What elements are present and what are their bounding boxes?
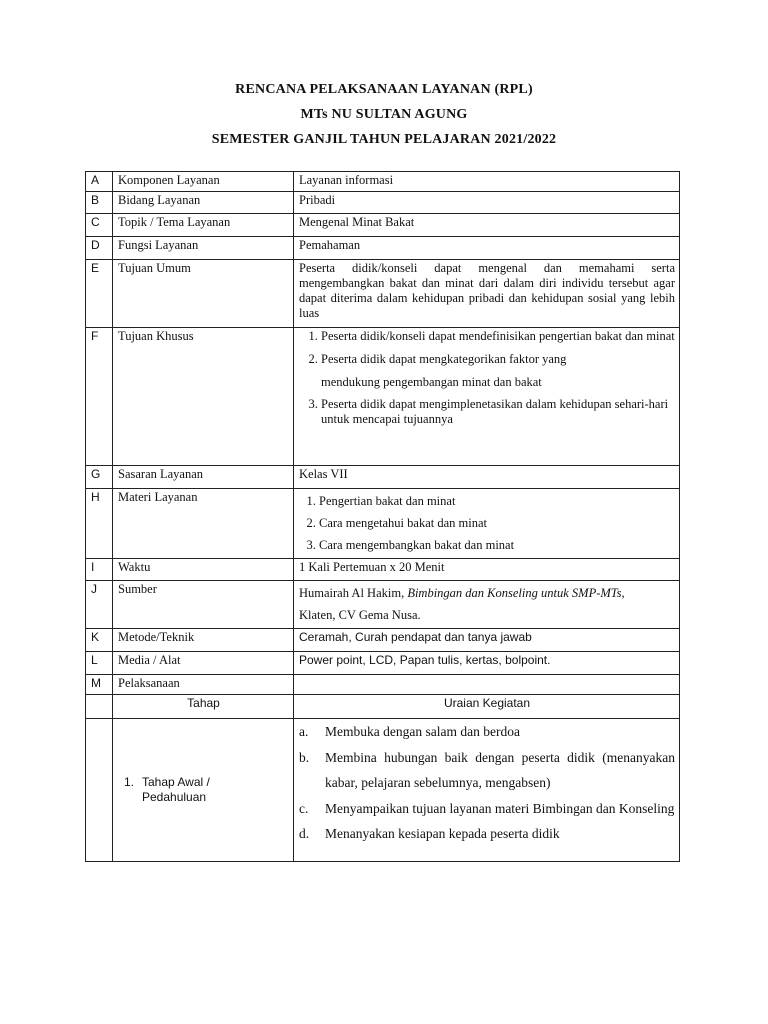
table-row (86, 559, 680, 581)
activity-mark: a. (299, 724, 309, 739)
row-label: Materi Layanan (113, 489, 294, 559)
row-label: Sasaran Layanan (113, 466, 294, 489)
table-row (86, 172, 680, 192)
list-item: 3. Cara mengembangkan bakat dan minat (319, 534, 675, 556)
activity-mark: c. (299, 800, 309, 816)
activity-list (299, 719, 675, 847)
activity-text: Menyampaikan tujuan layanan materi Bimbingan dan Konseling (325, 800, 675, 816)
row-label: Waktu (113, 559, 294, 581)
source-author: Humairah Al Hakim, (299, 586, 408, 600)
table-header-row (86, 695, 680, 719)
stage-number: 1. (124, 774, 135, 789)
table-row (86, 581, 680, 629)
table-row (86, 260, 680, 328)
list-item: 1. Peserta didik/konseli dapat mendefinisikan pengertian bakat dan minat (321, 329, 675, 344)
semester-line: SEMESTER GANJIL TAHUN PELAJARAN 2021/2022 (211, 132, 557, 147)
activity-text: Membuka dengan salam dan berdoa (325, 724, 520, 739)
row-code: J (86, 581, 113, 629)
row-code: L (86, 652, 113, 675)
row-value (294, 581, 680, 629)
row-code: H (86, 489, 113, 559)
document-title: RENCANA PELAKSANAAN LAYANAN (RPL) (235, 82, 533, 97)
stage-label: Tahap Awal / Pedahuluan (142, 774, 210, 804)
row-code: I (86, 559, 113, 581)
row-label: Fungsi Layanan (113, 237, 294, 260)
stage-cell (113, 719, 294, 862)
list-item: 2. Peserta didik dapat mengkategorikan faktor yang (321, 352, 675, 367)
row-label: Pelaksanaan (113, 675, 294, 695)
list-item (299, 796, 675, 822)
row-code: C (86, 214, 113, 237)
rpl-table (85, 171, 680, 862)
row-code: B (86, 192, 113, 214)
row-value: Peserta didik/konseli dapat mengenal dan memahami serta mengembangkan bakat dan minat dari dalam diri individu tersebut agar dapat diterima dalam kehidupan pribadi dan kehidupan sosial yang lebih luas (294, 260, 680, 328)
row-value: Pemahaman (294, 237, 680, 260)
row-label: Sumber (113, 581, 294, 629)
row-value: Ceramah, Curah pendapat dan tanya jawab (294, 629, 680, 652)
row-code: E (86, 260, 113, 328)
row-label: Metode/Teknik (113, 629, 294, 652)
list-item (299, 719, 675, 745)
table-row (86, 328, 680, 466)
row-code: K (86, 629, 113, 652)
column-header-uraian: Uraian Kegiatan (294, 695, 680, 719)
table-row (86, 629, 680, 652)
table-row (86, 719, 680, 862)
row-value: Power point, LCD, Papan tulis, kertas, bolpoint. (294, 652, 680, 675)
activity-mark: d. (299, 826, 310, 841)
school-name: MTs NU SULTAN AGUNG (300, 107, 468, 122)
source-title: Bimbingan dan Konseling untuk SMP-MTs (407, 586, 622, 600)
row-value: Pribadi (294, 192, 680, 214)
source-publisher: Klaten, CV Gema Nusa. (299, 608, 421, 622)
empty-cell (86, 695, 113, 719)
table-row (86, 489, 680, 559)
list-item: 3. Peserta didik dapat mengimplenetasikan dalam kehidupan sehari-hari untuk mencapai tujuannya (321, 397, 675, 427)
row-value: Kelas VII (294, 466, 680, 489)
list-item (299, 745, 675, 796)
table-row (86, 675, 680, 695)
row-value (294, 675, 680, 695)
source-comma: , (621, 586, 625, 600)
row-code: M (86, 675, 113, 695)
row-label: Topik / Tema Layanan (113, 214, 294, 237)
row-label: Tujuan Umum (113, 260, 294, 328)
row-label: Media / Alat (113, 652, 294, 675)
row-code: A (86, 172, 113, 192)
row-label: Komponen Layanan (113, 172, 294, 192)
activity-text: Menanyakan kesiapan kepada peserta didik (325, 826, 560, 841)
list-item: 2. Cara mengetahui bakat dan minat (319, 512, 675, 534)
row-code: G (86, 466, 113, 489)
column-header-tahap: Tahap (113, 695, 294, 719)
row-list (294, 489, 680, 559)
row-label: Bidang Layanan (113, 192, 294, 214)
table-row (86, 652, 680, 675)
row-value: Layanan informasi (294, 172, 680, 192)
row-code: D (86, 237, 113, 260)
table-row (86, 466, 680, 489)
row-code: F (86, 328, 113, 466)
list-item-continuation: mendukung pengembangan minat dan bakat (321, 375, 542, 389)
activity-mark: b. (299, 749, 310, 765)
list-item: 1. Pengertian bakat dan minat (319, 490, 675, 512)
row-value: 1 Kali Pertemuan x 20 Menit (294, 559, 680, 581)
row-label: Tujuan Khusus (113, 328, 294, 466)
row-list (294, 328, 680, 466)
table-row (86, 237, 680, 260)
list-item (299, 821, 675, 847)
table-row (86, 192, 680, 214)
table-row (86, 214, 680, 237)
activity-text: Membina hubungan baik dengan peserta didik (menanyakan kabar, pelajaran sebelumnya, mengabsen) (325, 749, 675, 790)
activities-cell (294, 719, 680, 862)
row-value: Mengenal Minat Bakat (294, 214, 680, 237)
empty-cell (86, 719, 113, 862)
